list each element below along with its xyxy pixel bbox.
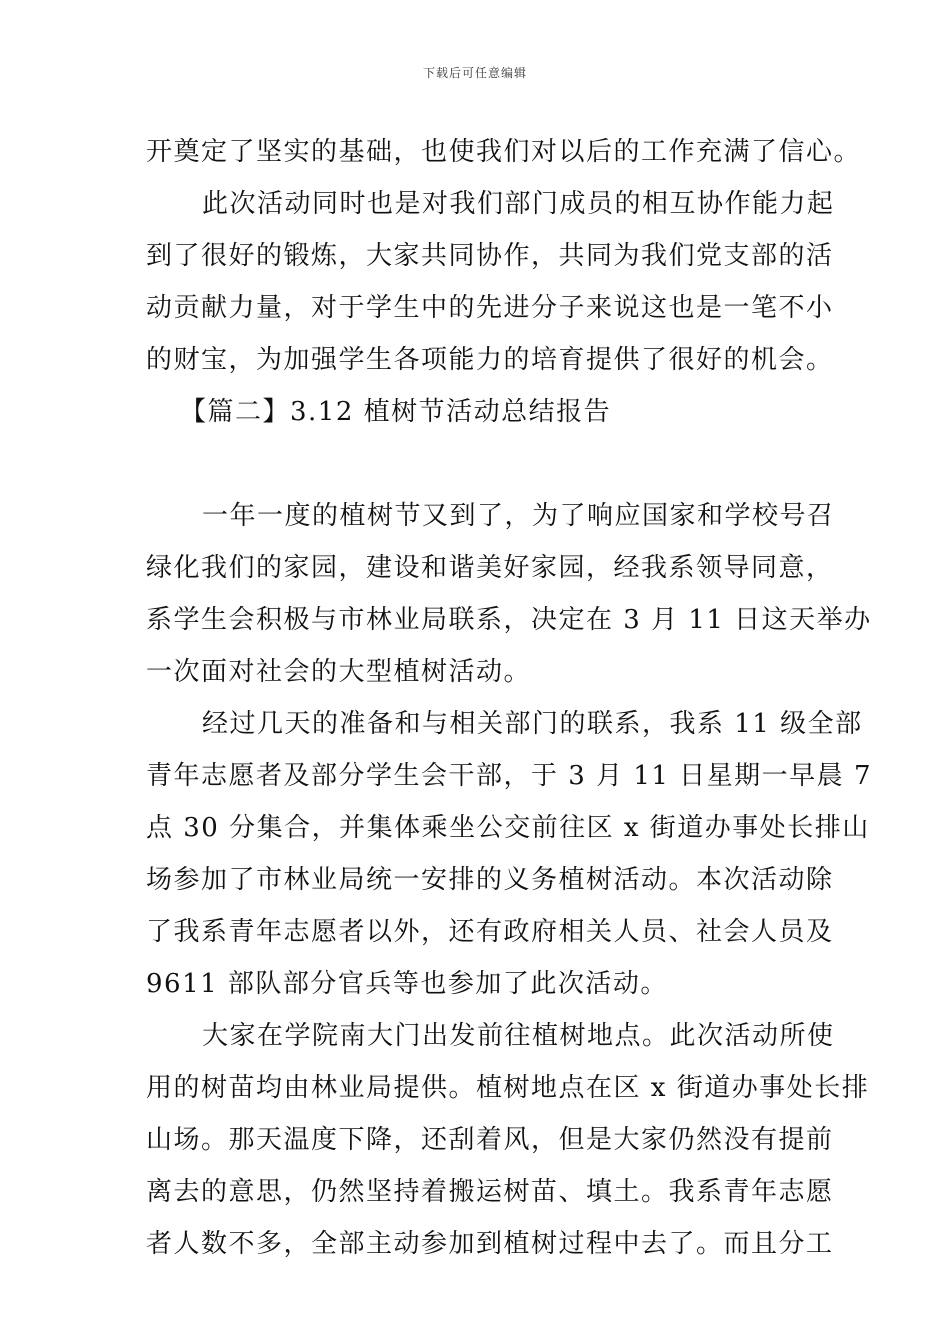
text-line: 经过几天的准备和与相关部门的联系，我系 11 级全部 — [202, 709, 863, 739]
blank-line — [146, 438, 810, 490]
text-line: 一年一度的植树节又到了，为了响应国家和学校号召 — [202, 501, 835, 531]
text-line: 系学生会积极与市林业局联系，决定在 3 月 11 日这天举办 — [146, 605, 872, 635]
text-line: 离去的意思，仍然坚持着搬运树苗、填土。我系青年志愿 — [146, 1177, 834, 1207]
text-line: 一次面对社会的大型植树活动。 — [146, 657, 532, 687]
text-line: 的财宝，为加强学生各项能力的培育提供了很好的机会。 — [146, 345, 834, 375]
text-line: 了我系青年志愿者以外，还有政府相关人员、社会人员及 — [146, 917, 834, 947]
text-line: 9611 部队部分官兵等也参加了此次活动。 — [146, 969, 668, 999]
text-line: 到了很好的锻炼，大家共同协作，共同为我们党支部的活 — [146, 241, 834, 271]
text-line: 者人数不多，全部主动参加到植树过程中去了。而且分工 — [146, 1229, 834, 1259]
body-text — [146, 126, 872, 1270]
text-line: 开奠定了坚实的基础，也使我们对以后的工作充满了信心。 — [146, 137, 862, 167]
text-line: 用的树苗均由林业局提供。植树地点在区 x 街道办事处长排 — [146, 1073, 870, 1103]
text-line: 大家在学院南大门出发前往植树地点。此次活动所使 — [202, 1021, 835, 1051]
text-line: 场参加了市林业局统一安排的义务植树活动。本次活动除 — [146, 865, 834, 895]
header-note: 下载后可任意编辑 — [422, 66, 527, 80]
text-line: 山场。那天温度下降，还刮着风，但是大家仍然没有提前 — [146, 1125, 834, 1155]
text-line: 青年志愿者及部分学生会干部，于 3 月 11 日星期一早晨 7 — [146, 761, 872, 791]
text-line: 动贡献力量，对于学生中的先进分子来说这也是一笔不小 — [146, 293, 834, 323]
text-line: 绿化我们的家园，建设和谐美好家园，经我系领导同意， — [146, 553, 834, 583]
text-line: 此次活动同时也是对我们部门成员的相互协作能力起 — [202, 189, 835, 219]
text-line: 点 30 分集合，并集体乘坐公交前往区 x 街道办事处长排山 — [146, 813, 870, 843]
section-heading: 【篇二】3.12 植树节活动总结报告 — [180, 397, 612, 427]
